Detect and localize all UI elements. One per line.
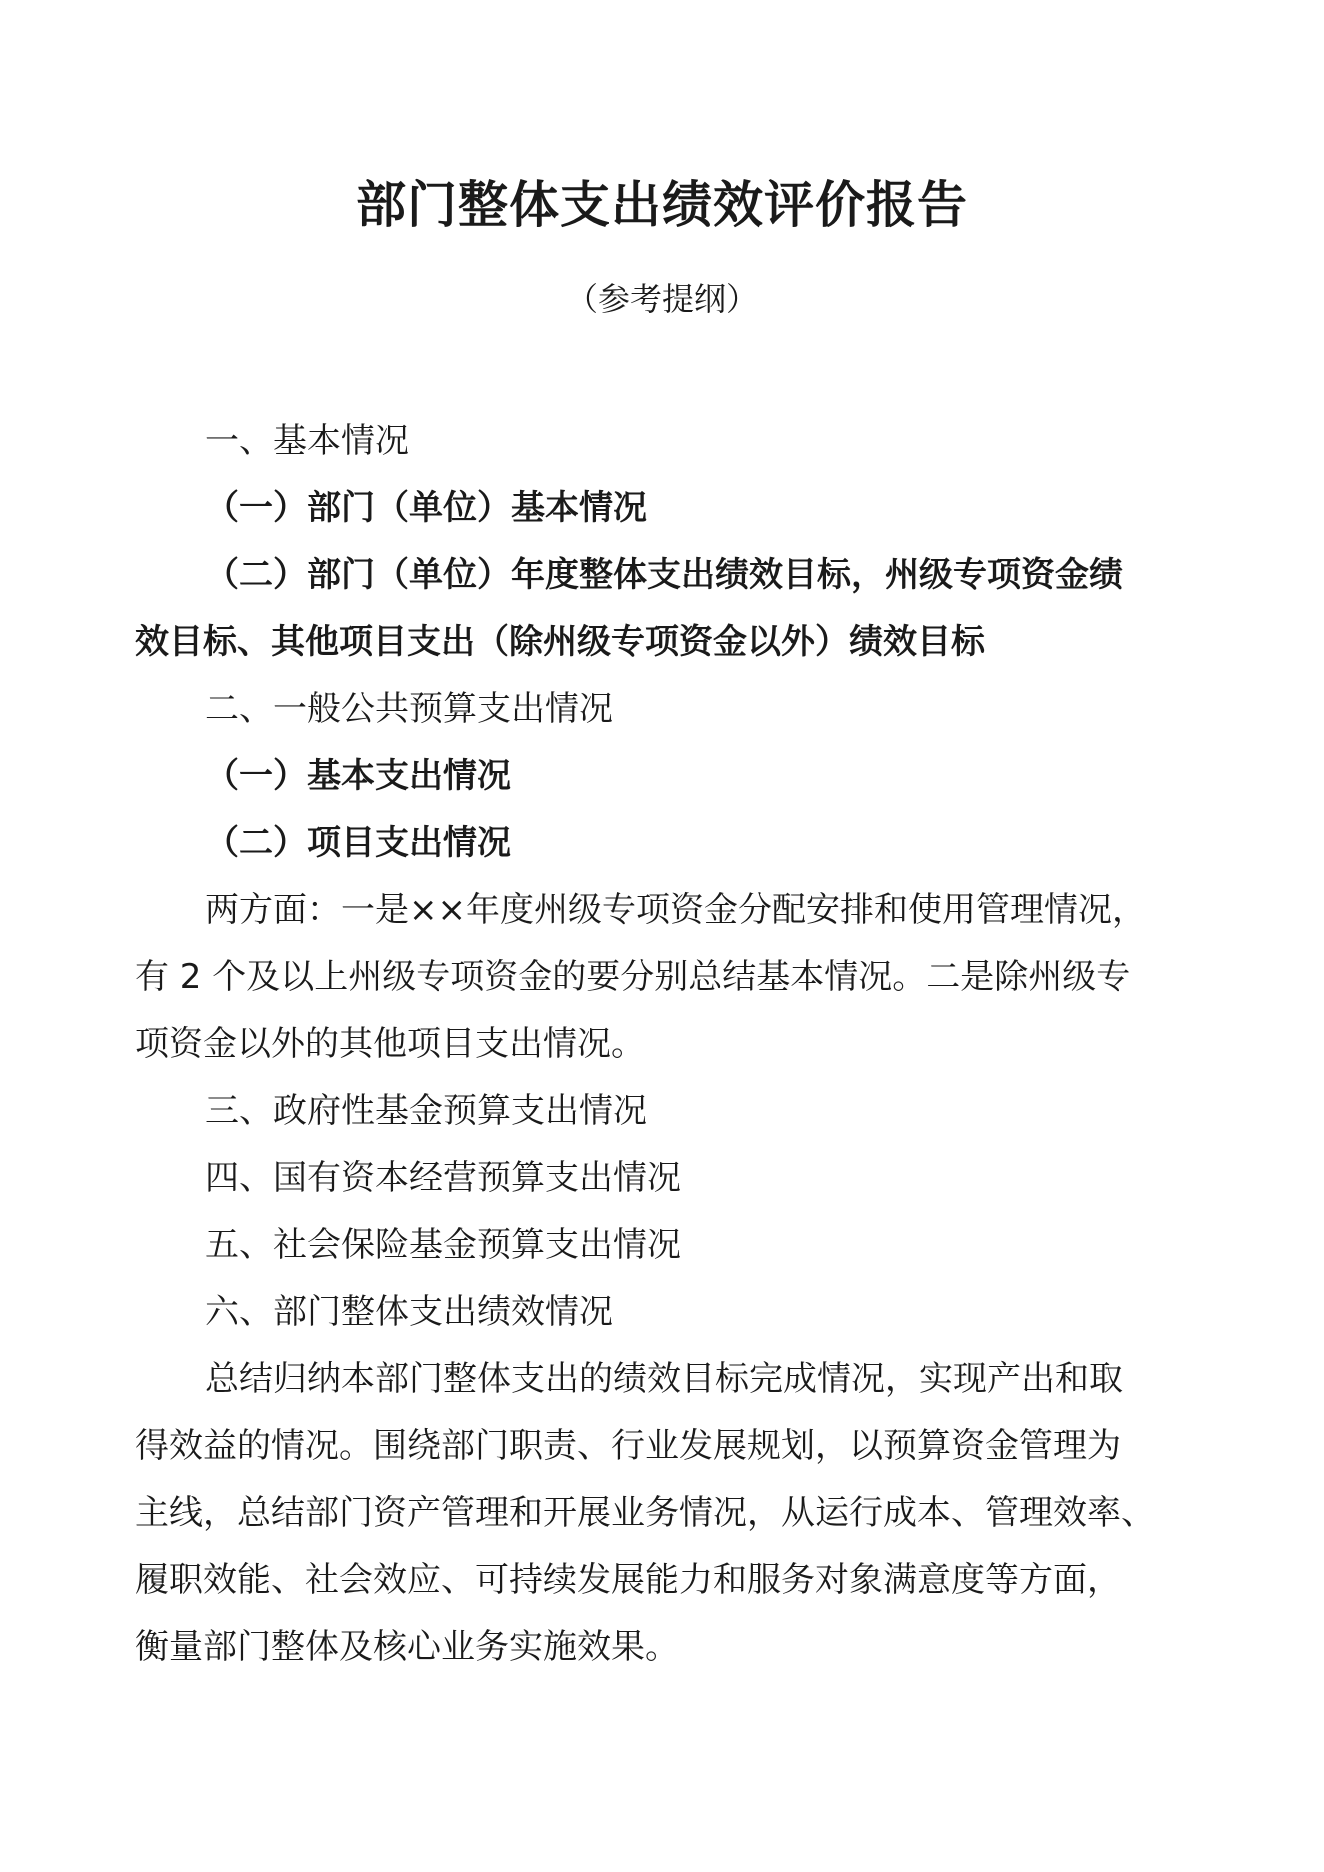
section-heading: 六、部门整体支出绩效情况 — [205, 1292, 613, 1332]
subsection-heading: （一）部门（单位）基本情况 — [205, 488, 647, 528]
document-body — [135, 408, 1197, 1681]
subsection-heading: （二）项目支出情况 — [205, 823, 511, 863]
paragraph-line: 履职效能、社会效应、可持续发展能力和服务对象满意度等方面， — [135, 1560, 1121, 1600]
section-heading: 三、政府性基金预算支出情况 — [205, 1091, 647, 1131]
paragraph-line: 两方面：一是××年度州级专项资金分配安排和使用管理情况， — [205, 890, 1146, 930]
section-heading: 五、社会保险基金预算支出情况 — [205, 1225, 681, 1265]
page-title: 部门整体支出绩效评价报告 — [356, 175, 968, 234]
subsection-heading: （二）部门（单位）年度整体支出绩效目标，州级专项资金绩 — [205, 555, 1123, 595]
subsection-heading: （一）基本支出情况 — [205, 756, 511, 796]
section-heading: 一、基本情况 — [205, 421, 409, 461]
paragraph-line: 得效益的情况。围绕部门职责、行业发展规划，以预算资金管理为 — [135, 1426, 1121, 1466]
paragraph-line: 主线，总结部门资产管理和开展业务情况，从运行成本、管理效率、 — [135, 1493, 1155, 1533]
paragraph-line: 衡量部门整体及核心业务实施效果。 — [135, 1627, 679, 1667]
paragraph-line: 总结归纳本部门整体支出的绩效目标完成情况，实现产出和取 — [205, 1359, 1123, 1399]
subsection-heading-continued: 效目标、其他项目支出（除州级专项资金以外）绩效目标 — [135, 622, 985, 662]
paragraph-line: 项资金以外的其他项目支出情况。 — [135, 1024, 645, 1064]
paragraph-line: 有 2 个及以上州级专项资金的要分别总结基本情况。二是除州级专 — [135, 957, 1131, 997]
section-heading: 四、国有资本经营预算支出情况 — [205, 1158, 681, 1198]
section-heading: 二、一般公共预算支出情况 — [205, 689, 613, 729]
page-subtitle: （参考提纲） — [565, 280, 758, 318]
